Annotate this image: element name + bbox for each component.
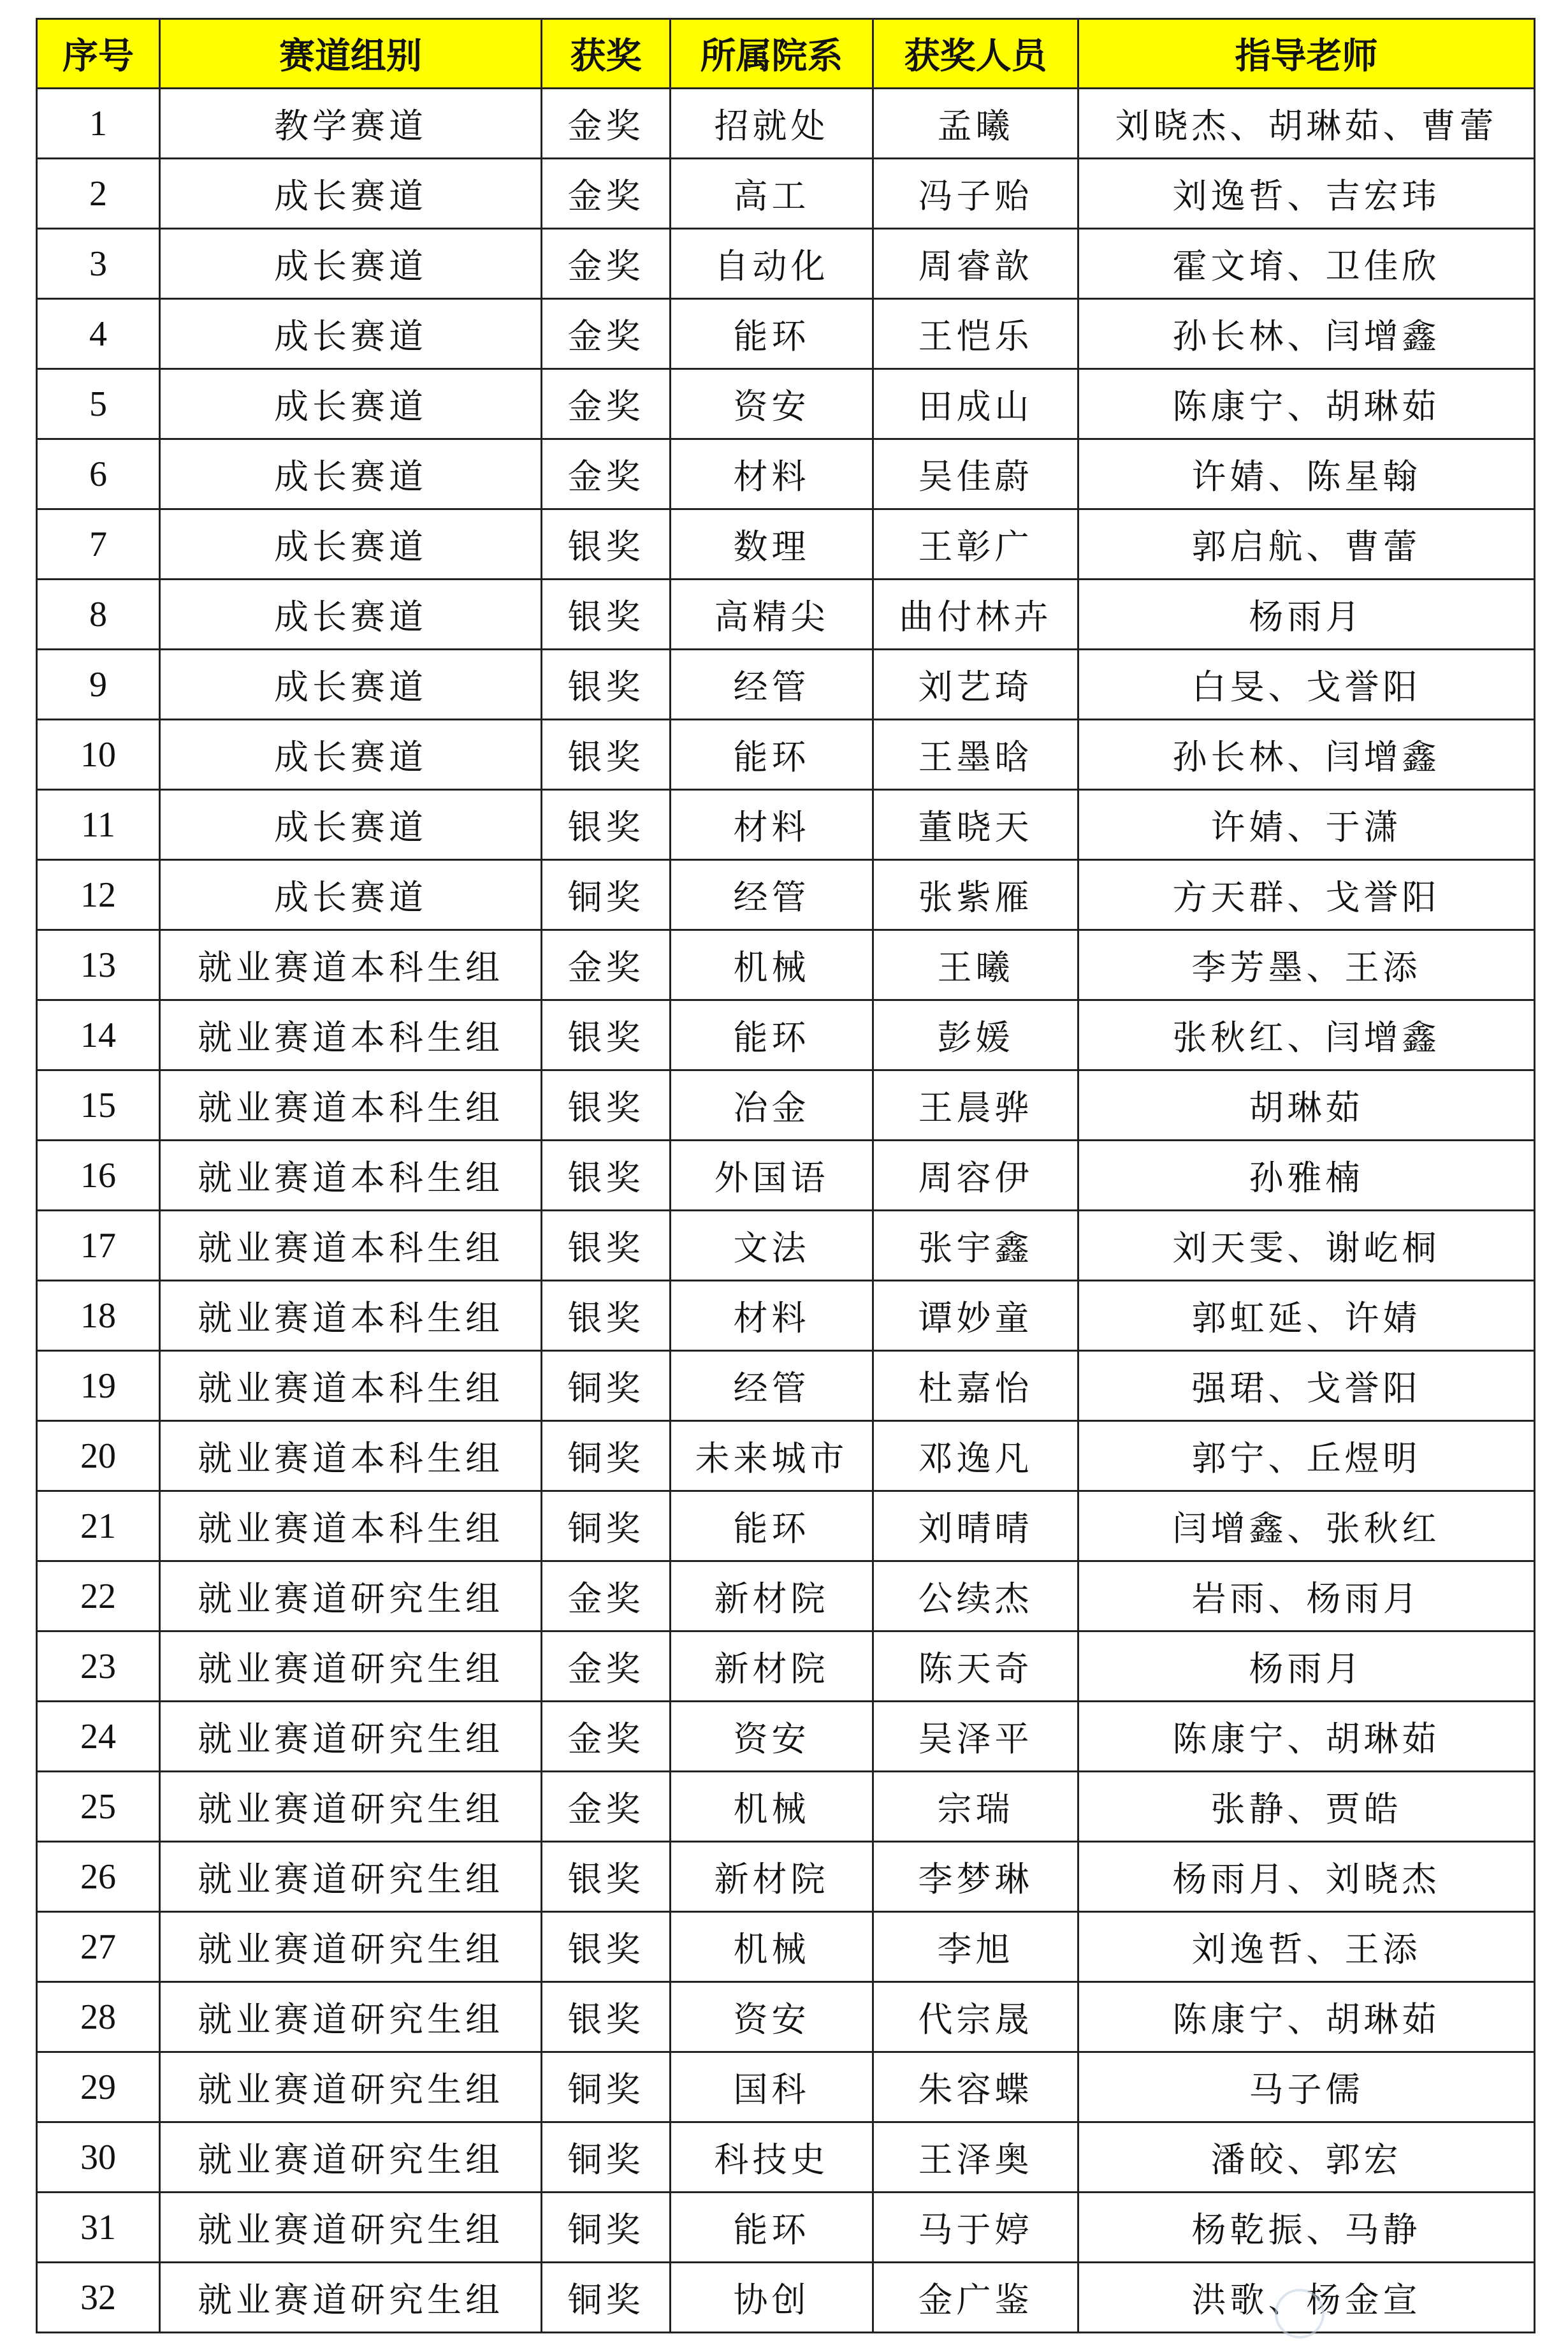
cell-winner: 吴泽平 bbox=[873, 1702, 1078, 1772]
cell-index: 13 bbox=[37, 930, 160, 1000]
cell-index: 14 bbox=[37, 1000, 160, 1070]
table-row bbox=[37, 1491, 1535, 1561]
cell-track: 就业赛道本科生组 bbox=[160, 1141, 542, 1211]
table-row bbox=[37, 860, 1535, 930]
cell-award: 金奖 bbox=[542, 930, 671, 1000]
cell-advisor: 郭虹延、许婧 bbox=[1078, 1281, 1535, 1351]
cell-track: 成长赛道 bbox=[160, 790, 542, 860]
cell-department: 高工 bbox=[671, 159, 873, 229]
table-row bbox=[37, 1000, 1535, 1070]
cell-track: 成长赛道 bbox=[160, 159, 542, 229]
cell-track: 就业赛道研究生组 bbox=[160, 1912, 542, 1982]
table-row bbox=[37, 1351, 1535, 1421]
table-row bbox=[37, 790, 1535, 860]
cell-index: 32 bbox=[37, 2263, 160, 2333]
awards-table bbox=[36, 18, 1535, 2333]
cell-index: 24 bbox=[37, 1702, 160, 1772]
table-row bbox=[37, 2122, 1535, 2193]
header-row bbox=[37, 19, 1535, 89]
cell-winner: 张紫雁 bbox=[873, 860, 1078, 930]
cell-track: 就业赛道本科生组 bbox=[160, 1000, 542, 1070]
header-advisor: 指导老师 bbox=[1078, 19, 1535, 89]
cell-index: 26 bbox=[37, 1842, 160, 1912]
cell-advisor: 岩雨、杨雨月 bbox=[1078, 1561, 1535, 1631]
seal-icon bbox=[1275, 2289, 1325, 2339]
cell-index: 4 bbox=[37, 299, 160, 369]
cell-advisor: 强珺、戈誉阳 bbox=[1078, 1351, 1535, 1421]
cell-department: 新材院 bbox=[671, 1561, 873, 1631]
cell-index: 10 bbox=[37, 720, 160, 790]
cell-winner: 王曦 bbox=[873, 930, 1078, 1000]
table-row bbox=[37, 1070, 1535, 1141]
cell-award: 银奖 bbox=[542, 1070, 671, 1141]
table-row bbox=[37, 650, 1535, 720]
cell-index: 8 bbox=[37, 580, 160, 650]
cell-advisor: 杨雨月 bbox=[1078, 580, 1535, 650]
cell-winner: 王晨骅 bbox=[873, 1070, 1078, 1141]
cell-track: 就业赛道研究生组 bbox=[160, 2263, 542, 2333]
table-row bbox=[37, 2052, 1535, 2122]
cell-winner: 张宇鑫 bbox=[873, 1211, 1078, 1281]
cell-department: 能环 bbox=[671, 1491, 873, 1561]
cell-index: 22 bbox=[37, 1561, 160, 1631]
cell-index: 29 bbox=[37, 2052, 160, 2122]
cell-advisor: 刘逸哲、王添 bbox=[1078, 1912, 1535, 1982]
cell-winner: 彭媛 bbox=[873, 1000, 1078, 1070]
cell-track: 就业赛道研究生组 bbox=[160, 2122, 542, 2193]
cell-advisor: 陈康宁、胡琳茹 bbox=[1078, 1982, 1535, 2052]
cell-department: 资安 bbox=[671, 1982, 873, 2052]
cell-advisor: 张秋红、闫增鑫 bbox=[1078, 1000, 1535, 1070]
cell-award: 银奖 bbox=[542, 720, 671, 790]
table-row bbox=[37, 580, 1535, 650]
cell-winner: 邓逸凡 bbox=[873, 1421, 1078, 1491]
table-row bbox=[37, 1772, 1535, 1842]
header-winner: 获奖人员 bbox=[873, 19, 1078, 89]
cell-advisor: 刘天雯、谢屹桐 bbox=[1078, 1211, 1535, 1281]
cell-winner: 王泽奥 bbox=[873, 2122, 1078, 2193]
table-row bbox=[37, 1561, 1535, 1631]
cell-award: 银奖 bbox=[542, 1281, 671, 1351]
cell-index: 11 bbox=[37, 790, 160, 860]
cell-index: 12 bbox=[37, 860, 160, 930]
cell-department: 文法 bbox=[671, 1211, 873, 1281]
table-row bbox=[37, 1421, 1535, 1491]
table-body bbox=[37, 89, 1535, 2333]
cell-track: 就业赛道研究生组 bbox=[160, 1982, 542, 2052]
cell-department: 经管 bbox=[671, 1351, 873, 1421]
cell-index: 18 bbox=[37, 1281, 160, 1351]
cell-winner: 董晓天 bbox=[873, 790, 1078, 860]
cell-winner: 马于婷 bbox=[873, 2193, 1078, 2263]
cell-award: 铜奖 bbox=[542, 1491, 671, 1561]
cell-advisor: 马子儒 bbox=[1078, 2052, 1535, 2122]
cell-advisor: 洪歌、杨金宣 bbox=[1078, 2263, 1535, 2333]
cell-department: 数理 bbox=[671, 509, 873, 580]
cell-track: 就业赛道研究生组 bbox=[160, 1842, 542, 1912]
cell-department: 经管 bbox=[671, 650, 873, 720]
cell-track: 就业赛道本科生组 bbox=[160, 1421, 542, 1491]
cell-winner: 冯子贻 bbox=[873, 159, 1078, 229]
cell-track: 成长赛道 bbox=[160, 720, 542, 790]
cell-track: 成长赛道 bbox=[160, 369, 542, 439]
cell-advisor: 陈康宁、胡琳茹 bbox=[1078, 1702, 1535, 1772]
cell-award: 金奖 bbox=[542, 369, 671, 439]
table-row bbox=[37, 720, 1535, 790]
cell-advisor: 孙长林、闫增鑫 bbox=[1078, 720, 1535, 790]
cell-index: 3 bbox=[37, 229, 160, 299]
cell-department: 资安 bbox=[671, 369, 873, 439]
cell-advisor: 许婧、于潇 bbox=[1078, 790, 1535, 860]
table-row bbox=[37, 930, 1535, 1000]
cell-department: 能环 bbox=[671, 2193, 873, 2263]
cell-winner: 谭妙童 bbox=[873, 1281, 1078, 1351]
table-row bbox=[37, 1982, 1535, 2052]
cell-winner: 周容伊 bbox=[873, 1141, 1078, 1211]
cell-track: 成长赛道 bbox=[160, 580, 542, 650]
cell-department: 材料 bbox=[671, 790, 873, 860]
cell-award: 银奖 bbox=[542, 1912, 671, 1982]
cell-department: 国科 bbox=[671, 2052, 873, 2122]
cell-track: 就业赛道本科生组 bbox=[160, 1070, 542, 1141]
cell-award: 金奖 bbox=[542, 229, 671, 299]
cell-index: 27 bbox=[37, 1912, 160, 1982]
cell-index: 28 bbox=[37, 1982, 160, 2052]
cell-award: 银奖 bbox=[542, 1842, 671, 1912]
cell-department: 机械 bbox=[671, 1912, 873, 1982]
cell-track: 成长赛道 bbox=[160, 229, 542, 299]
cell-index: 20 bbox=[37, 1421, 160, 1491]
cell-department: 未来城市 bbox=[671, 1421, 873, 1491]
cell-department: 科技史 bbox=[671, 2122, 873, 2193]
cell-department: 能环 bbox=[671, 1000, 873, 1070]
table-row bbox=[37, 1211, 1535, 1281]
table-row bbox=[37, 1912, 1535, 1982]
cell-winner: 曲付林卉 bbox=[873, 580, 1078, 650]
cell-award: 银奖 bbox=[542, 580, 671, 650]
cell-advisor: 胡琳茹 bbox=[1078, 1070, 1535, 1141]
cell-winner: 孟曦 bbox=[873, 89, 1078, 159]
cell-track: 就业赛道本科生组 bbox=[160, 930, 542, 1000]
cell-award: 金奖 bbox=[542, 1702, 671, 1772]
cell-department: 自动化 bbox=[671, 229, 873, 299]
cell-track: 就业赛道研究生组 bbox=[160, 1561, 542, 1631]
cell-award: 铜奖 bbox=[542, 860, 671, 930]
cell-winner: 陈天奇 bbox=[873, 1631, 1078, 1702]
cell-award: 金奖 bbox=[542, 299, 671, 369]
cell-index: 25 bbox=[37, 1772, 160, 1842]
cell-department: 机械 bbox=[671, 930, 873, 1000]
cell-track: 成长赛道 bbox=[160, 650, 542, 720]
cell-index: 15 bbox=[37, 1070, 160, 1141]
cell-winner: 李旭 bbox=[873, 1912, 1078, 1982]
cell-award: 铜奖 bbox=[542, 2193, 671, 2263]
cell-advisor: 张静、贾皓 bbox=[1078, 1772, 1535, 1842]
cell-award: 银奖 bbox=[542, 1141, 671, 1211]
cell-department: 外国语 bbox=[671, 1141, 873, 1211]
table-row bbox=[37, 2193, 1535, 2263]
cell-department: 协创 bbox=[671, 2263, 873, 2333]
header-department: 所属院系 bbox=[671, 19, 873, 89]
header-track: 赛道组别 bbox=[160, 19, 542, 89]
cell-track: 成长赛道 bbox=[160, 299, 542, 369]
cell-advisor: 杨雨月、刘晓杰 bbox=[1078, 1842, 1535, 1912]
header-award: 获奖 bbox=[542, 19, 671, 89]
cell-advisor: 陈康宁、胡琳茹 bbox=[1078, 369, 1535, 439]
cell-index: 2 bbox=[37, 159, 160, 229]
cell-track: 就业赛道本科生组 bbox=[160, 1211, 542, 1281]
cell-advisor: 潘皎、郭宏 bbox=[1078, 2122, 1535, 2193]
table-row bbox=[37, 509, 1535, 580]
cell-award: 银奖 bbox=[542, 1982, 671, 2052]
cell-track: 教学赛道 bbox=[160, 89, 542, 159]
cell-award: 金奖 bbox=[542, 1772, 671, 1842]
cell-department: 招就处 bbox=[671, 89, 873, 159]
cell-index: 7 bbox=[37, 509, 160, 580]
table-row bbox=[37, 229, 1535, 299]
cell-track: 就业赛道研究生组 bbox=[160, 1631, 542, 1702]
cell-winner: 王彰广 bbox=[873, 509, 1078, 580]
cell-track: 就业赛道研究生组 bbox=[160, 2052, 542, 2122]
table-row bbox=[37, 1631, 1535, 1702]
cell-department: 冶金 bbox=[671, 1070, 873, 1141]
cell-track: 就业赛道本科生组 bbox=[160, 1351, 542, 1421]
cell-award: 银奖 bbox=[542, 1211, 671, 1281]
table-row bbox=[37, 1842, 1535, 1912]
cell-advisor: 杨雨月 bbox=[1078, 1631, 1535, 1702]
cell-winner: 公续杰 bbox=[873, 1561, 1078, 1631]
cell-award: 铜奖 bbox=[542, 1351, 671, 1421]
cell-index: 16 bbox=[37, 1141, 160, 1211]
cell-advisor: 刘逸哲、吉宏玮 bbox=[1078, 159, 1535, 229]
cell-index: 17 bbox=[37, 1211, 160, 1281]
cell-winner: 田成山 bbox=[873, 369, 1078, 439]
cell-award: 铜奖 bbox=[542, 2052, 671, 2122]
cell-award: 银奖 bbox=[542, 790, 671, 860]
cell-award: 金奖 bbox=[542, 1631, 671, 1702]
cell-advisor: 杨乾振、马静 bbox=[1078, 2193, 1535, 2263]
table-row bbox=[37, 1702, 1535, 1772]
cell-award: 金奖 bbox=[542, 89, 671, 159]
cell-advisor: 白旻、戈誉阳 bbox=[1078, 650, 1535, 720]
table-row bbox=[37, 159, 1535, 229]
watermark-logo bbox=[1275, 2289, 1517, 2340]
cell-award: 金奖 bbox=[542, 439, 671, 509]
cell-track: 就业赛道研究生组 bbox=[160, 2193, 542, 2263]
cell-advisor: 霍文堉、卫佳欣 bbox=[1078, 229, 1535, 299]
cell-index: 31 bbox=[37, 2193, 160, 2263]
cell-track: 就业赛道本科生组 bbox=[160, 1491, 542, 1561]
cell-winner: 代宗晟 bbox=[873, 1982, 1078, 2052]
cell-award: 铜奖 bbox=[542, 2263, 671, 2333]
table-row bbox=[37, 89, 1535, 159]
table-row bbox=[37, 1141, 1535, 1211]
cell-winner: 李梦琳 bbox=[873, 1842, 1078, 1912]
cell-award: 银奖 bbox=[542, 1000, 671, 1070]
cell-track: 就业赛道研究生组 bbox=[160, 1702, 542, 1772]
cell-award: 金奖 bbox=[542, 159, 671, 229]
cell-department: 能环 bbox=[671, 720, 873, 790]
cell-advisor: 闫增鑫、张秋红 bbox=[1078, 1491, 1535, 1561]
cell-department: 机械 bbox=[671, 1772, 873, 1842]
cell-winner: 杜嘉怡 bbox=[873, 1351, 1078, 1421]
cell-winner: 周睿歆 bbox=[873, 229, 1078, 299]
cell-advisor: 郭宁、丘煜明 bbox=[1078, 1421, 1535, 1491]
cell-department: 新材院 bbox=[671, 1631, 873, 1702]
table-row bbox=[37, 369, 1535, 439]
cell-winner: 吴佳蔚 bbox=[873, 439, 1078, 509]
table-row bbox=[37, 439, 1535, 509]
cell-award: 金奖 bbox=[542, 1561, 671, 1631]
cell-advisor: 孙长林、闫增鑫 bbox=[1078, 299, 1535, 369]
cell-department: 材料 bbox=[671, 1281, 873, 1351]
table-row bbox=[37, 1281, 1535, 1351]
cell-index: 21 bbox=[37, 1491, 160, 1561]
header-index: 序号 bbox=[37, 19, 160, 89]
cell-award: 银奖 bbox=[542, 650, 671, 720]
table-row bbox=[37, 299, 1535, 369]
cell-winner: 宗瑞 bbox=[873, 1772, 1078, 1842]
cell-award: 铜奖 bbox=[542, 2122, 671, 2193]
cell-winner: 王恺乐 bbox=[873, 299, 1078, 369]
cell-advisor: 李芳墨、王添 bbox=[1078, 930, 1535, 1000]
cell-winner: 刘艺琦 bbox=[873, 650, 1078, 720]
cell-index: 19 bbox=[37, 1351, 160, 1421]
cell-department: 高精尖 bbox=[671, 580, 873, 650]
cell-winner: 金广鉴 bbox=[873, 2263, 1078, 2333]
cell-track: 就业赛道本科生组 bbox=[160, 1281, 542, 1351]
cell-advisor: 孙雅楠 bbox=[1078, 1141, 1535, 1211]
cell-department: 材料 bbox=[671, 439, 873, 509]
cell-winner: 王墨晗 bbox=[873, 720, 1078, 790]
cell-advisor: 郭启航、曹蕾 bbox=[1078, 509, 1535, 580]
cell-award: 铜奖 bbox=[542, 1421, 671, 1491]
cell-advisor: 刘晓杰、胡琳茹、曹蕾 bbox=[1078, 89, 1535, 159]
cell-department: 资安 bbox=[671, 1702, 873, 1772]
cell-track: 成长赛道 bbox=[160, 509, 542, 580]
cell-award: 银奖 bbox=[542, 509, 671, 580]
cell-index: 30 bbox=[37, 2122, 160, 2193]
cell-winner: 刘晴晴 bbox=[873, 1491, 1078, 1561]
cell-advisor: 许婧、陈星翰 bbox=[1078, 439, 1535, 509]
cell-track: 成长赛道 bbox=[160, 439, 542, 509]
cell-department: 新材院 bbox=[671, 1842, 873, 1912]
cell-index: 6 bbox=[37, 439, 160, 509]
cell-winner: 朱容蝶 bbox=[873, 2052, 1078, 2122]
cell-index: 1 bbox=[37, 89, 160, 159]
cell-track: 成长赛道 bbox=[160, 860, 542, 930]
cell-department: 经管 bbox=[671, 860, 873, 930]
cell-index: 23 bbox=[37, 1631, 160, 1702]
cell-track: 就业赛道研究生组 bbox=[160, 1772, 542, 1842]
cell-advisor: 方天群、戈誉阳 bbox=[1078, 860, 1535, 930]
cell-department: 能环 bbox=[671, 299, 873, 369]
cell-index: 5 bbox=[37, 369, 160, 439]
cell-index: 9 bbox=[37, 650, 160, 720]
